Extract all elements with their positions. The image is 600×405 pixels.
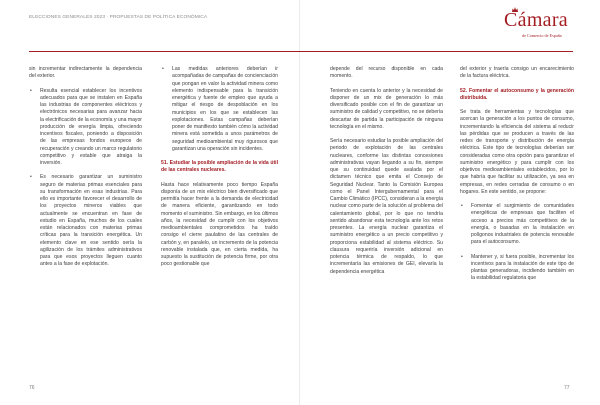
bullet-icon: • [461, 253, 463, 260]
running-header: ELECCIONES GENERALES 2023 · PROPUESTAS DE POLÍTICA ECONÓMICA [29, 15, 208, 20]
paragraph: depende del recurso disponible en cada momento. [330, 66, 443, 80]
column-3 [330, 66, 443, 283]
column-1 [29, 66, 142, 276]
list-item-text: Mantener y, si fuera posible, incrementar los incentivos para la instalación de este tipo de plantas generadoras, incidiendo también en la estabilidad regulatoria que [471, 253, 574, 282]
list-item-text: Las medidas anteriores deberían ir acompañadas de campañas de concienciación que pongan en valor la actividad minera como elemento indispensable para la transición energética y fuente de empleo que ayuda a mitigar el riesgo de despoblación en los municipios en los que se establecen las explotaciones. Estas campañas deberían poner de manifiesto también cómo la actividad minera está sometida a unos parámetros de seguridad medioambiental muy rigurosos que garantizan una operación sin incidentes. [172, 66, 278, 152]
bullet-list [460, 203, 574, 283]
bullet-list [29, 88, 142, 269]
right-page [300, 0, 600, 405]
bullet-icon: • [162, 66, 164, 72]
list-item [29, 88, 142, 168]
header-rule [29, 51, 573, 52]
paragraph: Sería necesario estudiar la posible ampliación del periodo de explotación de las centrales nucleares, conforme las distintas concesiones administrativas vayan llegando a su fin, siempre que su continuidad quede avalada por el dictamen técnico que emita el Consejo de Seguridad Nuclear. Tanto la Comisión Europea como el Panel Intergubernamental para el Cambio Climático (IPCC), consideran a la energía nuclear como parte de la solución al problema del calentamiento global, por lo que no tendría sentido abandonar esta tecnología ante los retos presentes. La energía nuclear garantiza el suministro energético a un precio competitivo y proporciona estabilidad al sistema eléctrico. Su clausura requeriría inversión adicional en potencia térmica de respaldo, lo que incrementaría las emisiones de GEI, elevaría la dependencia energética [330, 138, 443, 275]
logo-subtitle: de Comercio de España [522, 33, 562, 38]
column-4 [460, 66, 574, 290]
column-2 [161, 66, 278, 276]
list-item [29, 174, 142, 268]
paragraph: del exterior y traería consigo un encarecimiento de la factura eléctrica. [460, 66, 574, 80]
section-heading: 51. Estudiar la posible ampliación de la vida útil de las centrales nucleares. [161, 160, 278, 174]
paragraph: sin incrementar indirectamente la dependencia del exterior. [29, 66, 142, 80]
paragraph: Hasta hace relativamente poco tiempo España disponía de un mix eléctrico bien diversificado que permitía hacer frente a la demanda de electricidad de manera eficiente, garantizando en todo momento el suministro. Sin embargo, en los últimos años, la necesidad de cumplir con los objetivos medioambientales comprometidos ha traído consigo el cierre paulatino de las centrales de carbón y, en paralelo, un incremento de la potencia renovable instalada que, en cierta medida, ha supuesto la sustitución de potencia firme, por otra poco gestionable que [161, 181, 278, 268]
bullet-icon: • [30, 87, 32, 94]
list-item [460, 203, 574, 247]
camara-logo [504, 9, 574, 45]
bullet-list [161, 66, 278, 153]
page-number: 77 [564, 385, 570, 391]
logo-wordmark: Cámara [504, 9, 568, 31]
list-item [460, 254, 574, 283]
page-number: 76 [29, 385, 35, 391]
paragraph: Se trata de herramientas y tecnologías que acercan la generación a los puntos de consumo, incrementando la eficiencia del sistema al reducir las pérdidas que se producen a través de las redes de transporte y distribución de energía eléctrica. Este tipo de tecnologías deberían ser consideradas como otra opción para garantizar el suministro energético y para cumplir con los objetivos medioambientales establecidos, por lo que habría que facilitar su utilización, ya sea en empresas, en redes cerradas de consumo o en hogares. En este sentido, se propone: [460, 109, 574, 195]
bullet-icon: • [30, 174, 32, 181]
list-item-text: Fomentar el surgimiento de comunidades energéticas de empresas que faciliten el acceso a precios más competitivos de la energía, o basadas en la instalación en polígonos industriales de potencia renovable para el autoconsumo. [471, 203, 574, 246]
list-item-text: Es necesario garantizar un suministro seguro de materias primas esenciales para su transformación en esas industrias. Para ello es importante favorecer el desarrollo de los proyectos mineros viables que actualmente se encuentran en fase de estudio en España, muchos de los cuales están relacionados con materias primas críticas para la transición energética. Un elemento clave en ese sentido sería la agilización de los trámites administrativos para que esos proyectos lleguen cuanto antes a la fase de explotación. [40, 174, 142, 268]
paragraph: Teniendo en cuenta lo anterior y la necesidad de disponer de un mix de generación lo más diversificado posible con el fin de garantizar un suministro de calidad y competitivo, no se debería descartar de partida la participación de ninguna tecnología en el mismo. [330, 87, 443, 130]
bullet-icon: • [461, 203, 463, 209]
list-item-text: Resulta esencial establecer los incentivos adecuados para que se instalen en España las industrias de componentes eléctricos y electrónicos necesarias para avanzar hacia la electrificación de la economía y una mayor producción de energía limpia, ofreciendo incentivos fiscales, poniendo a disposición de las empresas fondos europeos de recuperación y creando un marco regulatorio competitivo y estable que atraiga la inversión. [40, 87, 142, 166]
list-item [161, 66, 278, 153]
section-heading: 52. Fomentar el autoconsumo y la generación distribuida. [460, 87, 574, 101]
